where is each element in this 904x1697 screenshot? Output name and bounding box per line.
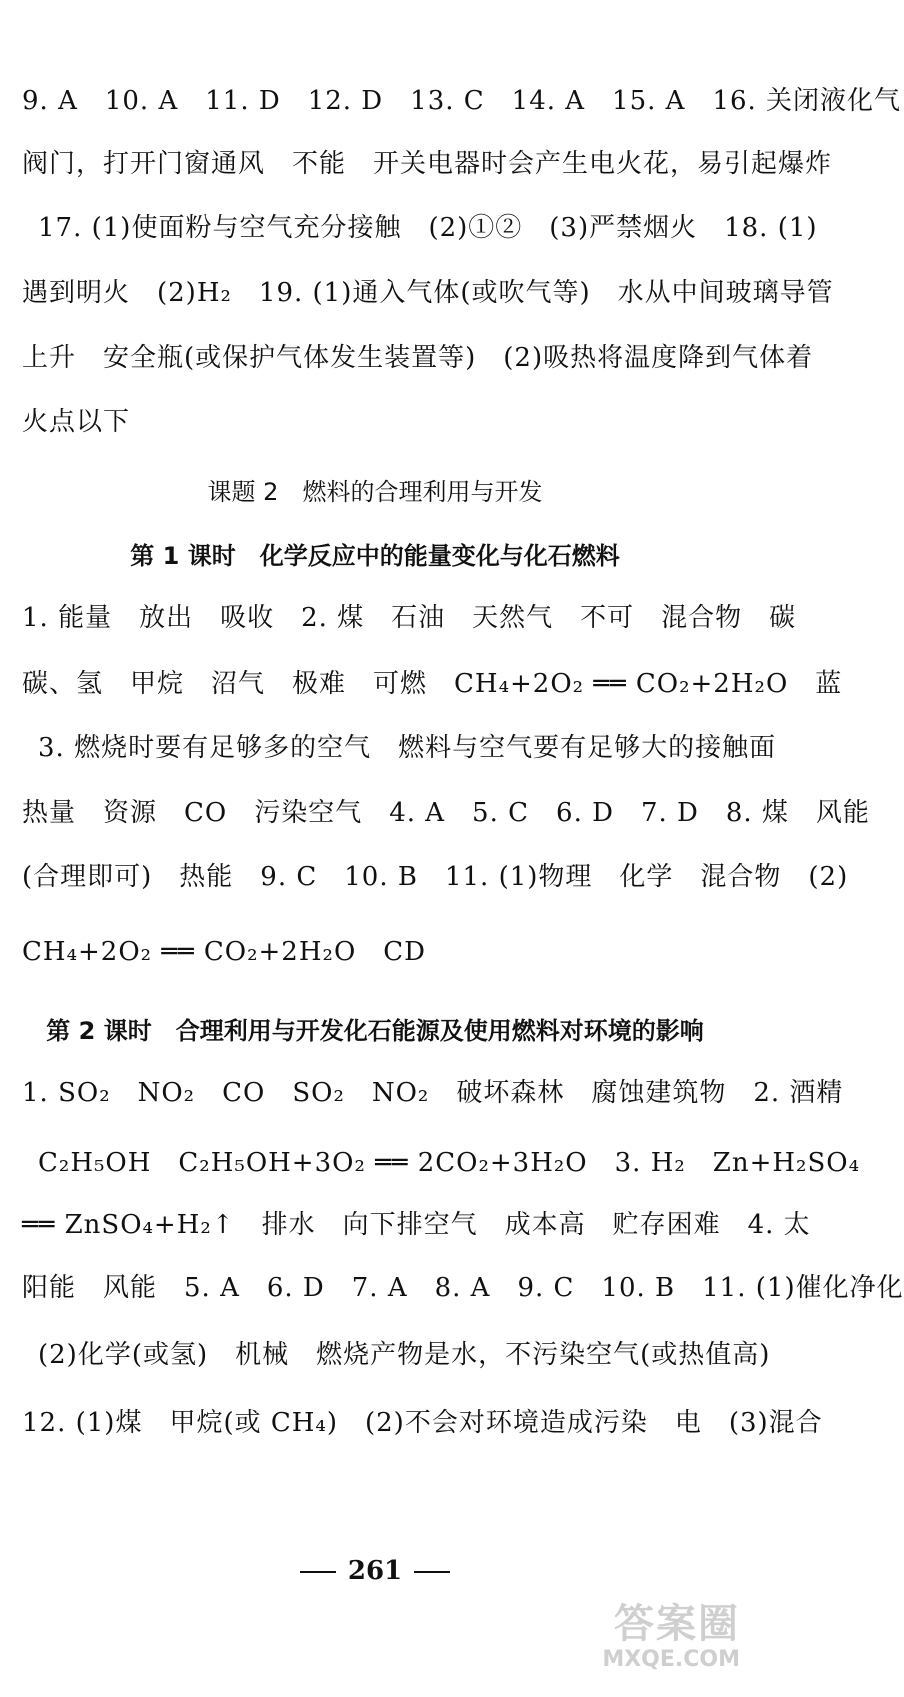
answer-line: 上升 安全瓶(或保护气体发生装置等) (2)吸热将温度降到气体着 — [22, 343, 814, 373]
watermark — [540, 1601, 740, 1683]
answer-line: CH₄+2O₂ ══ CO₂+2H₂O CD — [22, 937, 427, 967]
watermark-url: MXQE.COM — [602, 1647, 740, 1672]
section-title: 课题 2 燃料的合理利用与开发 — [207, 478, 543, 506]
answer-line: 9. A 10. A 11. D 12. D 13. C 14. A 15. A 16. 关闭液化气 — [22, 86, 902, 116]
answer-line: 热量 资源 CO 污染空气 4. A 5. C 6. D 7. D 8. 煤 风能 — [22, 798, 870, 828]
answer-line: 阳能 风能 5. A 6. D 7. A 8. A 9. C 10. B 11. (1)催化净化 — [22, 1273, 904, 1303]
page-number — [0, 1556, 750, 1586]
answer-line: 碳、氢 甲烷 沼气 极难 可燃 CH₄+2O₂ ══ CO₂+2H₂O 蓝 — [22, 669, 843, 699]
answer-line: (2)化学(或氢) 机械 燃烧产物是水，不污染空气(或热值高) — [38, 1340, 771, 1370]
answer-line: 火点以下 — [22, 407, 131, 437]
page-number-value: 261 — [347, 1556, 403, 1586]
watermark-logo: 答案圈 — [614, 1601, 740, 1647]
answer-line: 17. (1)使面粉与空气充分接触 (2)①② (3)严禁烟火 18. (1) — [38, 213, 818, 243]
answer-line: 遇到明火 (2)H₂ 19. (1)通入气体(或吹气等) 水从中间玻璃导管 — [22, 278, 834, 308]
page-number-dash — [414, 1571, 450, 1573]
page-number-dash — [300, 1571, 336, 1573]
answer-line: 阀门，打开门窗通风 不能 开关电器时会产生电火花，易引起爆炸 — [22, 149, 833, 179]
lesson-1-title: 第 1 课时 化学反应中的能量变化与化石燃料 — [130, 542, 620, 570]
answer-line: ══ ZnSO₄+H₂↑ 排水 向下排空气 成本高 贮存困难 4. 太 — [22, 1210, 811, 1240]
answer-line: 1. 能量 放出 吸收 2. 煤 石油 天然气 不可 混合物 碳 — [22, 603, 797, 633]
answer-line: 3. 燃烧时要有足够多的空气 燃料与空气要有足够大的接触面 — [38, 733, 777, 763]
answer-line: 1. SO₂ NO₂ CO SO₂ NO₂ 破坏森林 腐蚀建筑物 2. 酒精 — [22, 1078, 844, 1108]
lesson-2-title: 第 2 课时 合理利用与开发化石能源及使用燃料对环境的影响 — [46, 1017, 704, 1045]
answer-line: (合理即可) 热能 9. C 10. B 11. (1)物理 化学 混合物 (2) — [22, 862, 849, 892]
answer-line: 12. (1)煤 甲烷(或 CH₄) (2)不会对环境造成污染 电 (3)混合 — [22, 1408, 823, 1438]
answer-line: C₂H₅OH C₂H₅OH+3O₂ ══ 2CO₂+3H₂O 3. H₂ Zn+H₂SO₄ — [38, 1148, 861, 1178]
